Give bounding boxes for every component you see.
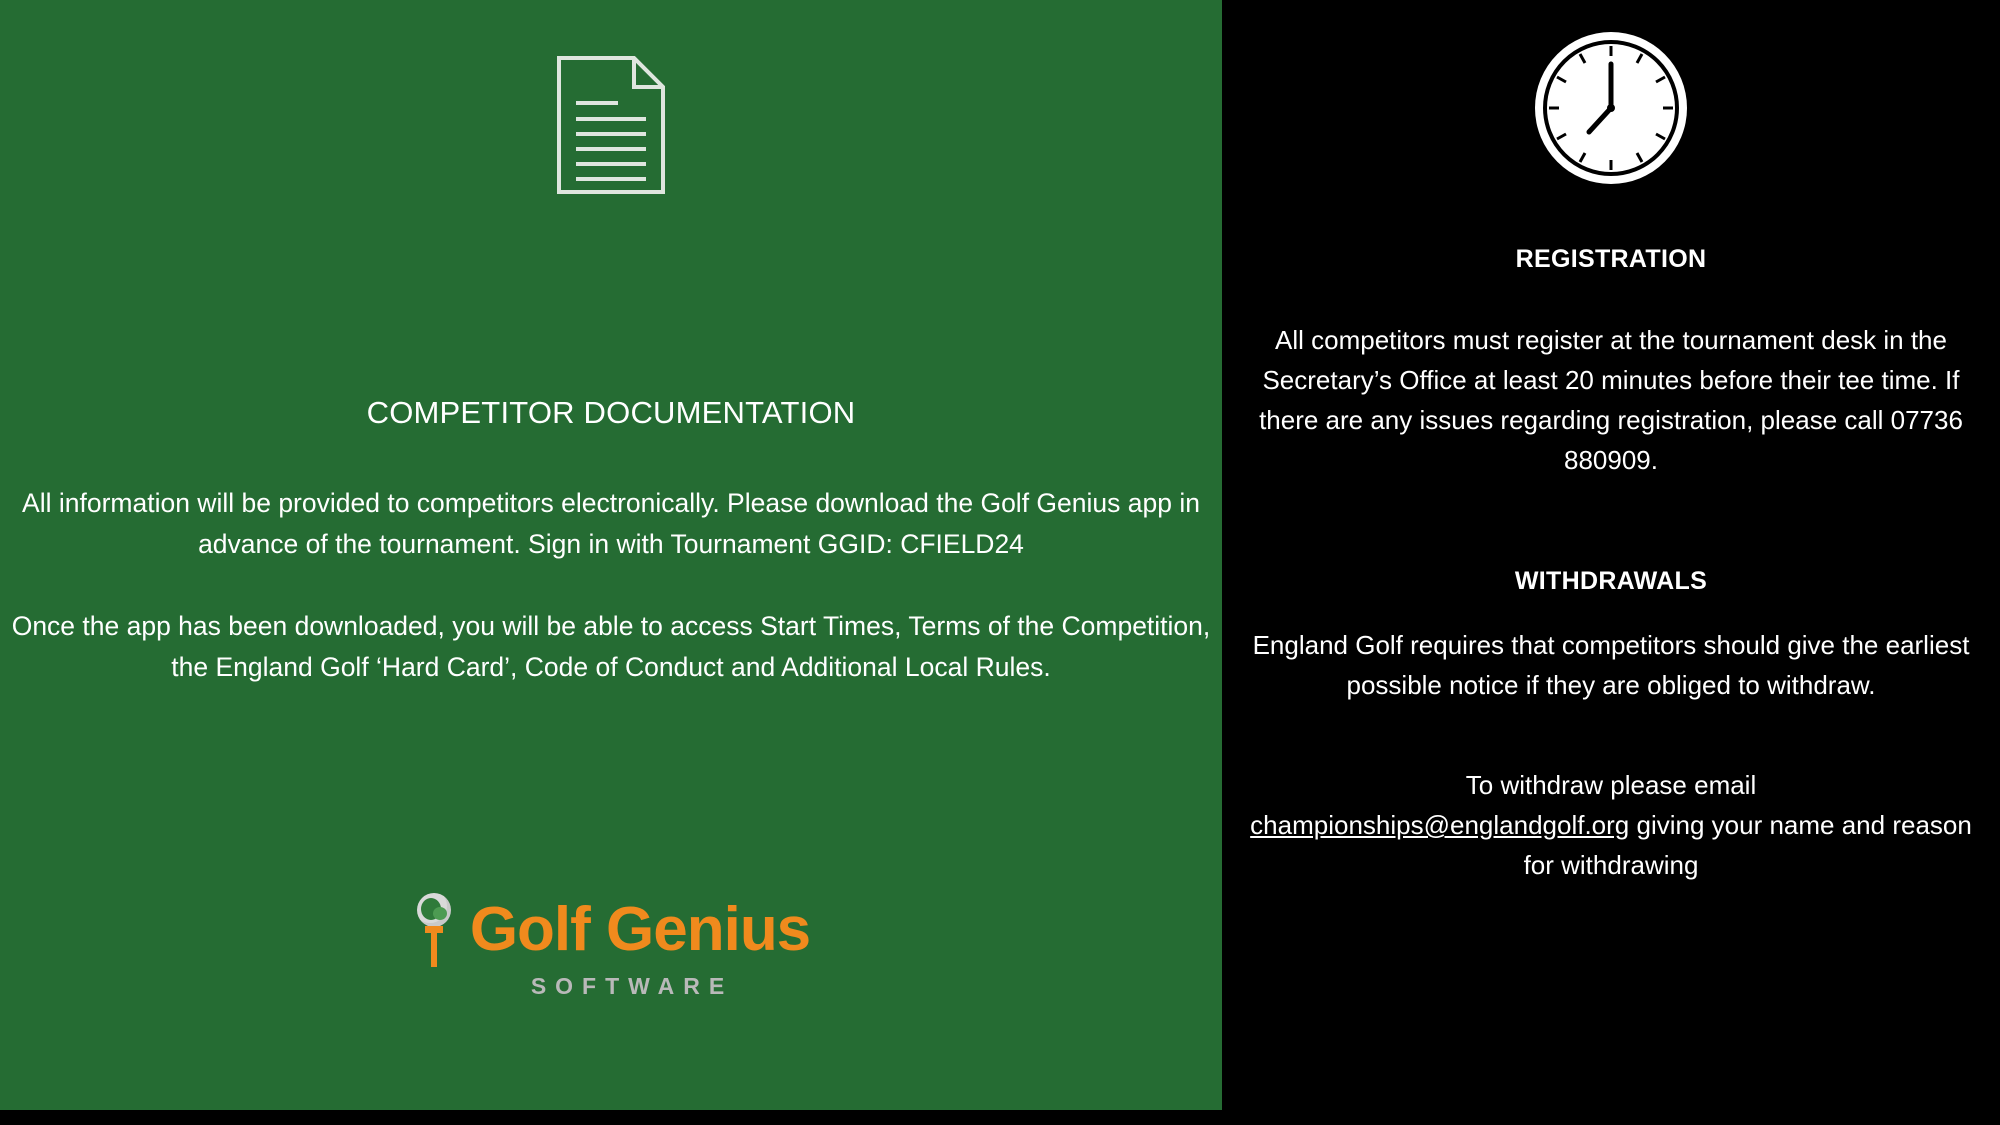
withdrawals-instruction-after: giving your name and reason for withdrawing	[1523, 810, 1972, 880]
withdrawals-title: WITHDRAWALS	[1514, 567, 1708, 595]
document-icon-container	[0, 55, 1222, 200]
logo-wordmark: Golf Genius	[469, 895, 811, 964]
golf-genius-logo	[0, 893, 1222, 1000]
clock-icon	[1531, 28, 1691, 193]
registration-text	[1222, 320, 2000, 480]
registration-title: REGISTRATION	[1515, 245, 1707, 273]
registration-paragraph: All competitors must register at the tournament desk in the Secretary’s Office at least 20 minutes before their tee time. If there are any issues regarding registration, please call 07736 880909.	[1259, 325, 1963, 475]
withdrawals-instruction-before: To withdraw please email	[1465, 770, 1757, 800]
left-paragraph-2: Once the app has been downloaded, you will be able to access Start Times, Terms of the Competition, the England Golf ‘Hard Card’, Code of Conduct and Additional Local Rules.	[11, 611, 1211, 682]
left-heading: COMPETITOR DOCUMENTATION	[366, 395, 856, 430]
championships-email-link[interactable]: championships@englandgolf.org	[1250, 810, 1630, 840]
golf-ball-on-tee-icon	[412, 893, 456, 967]
clock-icon-container	[1222, 28, 2000, 193]
left-body-text	[10, 483, 1212, 688]
logo-row	[412, 893, 810, 967]
logo-subtitle: SOFTWARE	[530, 973, 734, 999]
withdrawals-email-instruction	[1222, 765, 2000, 885]
left-paragraph-1: All information will be provided to competitors electronically. Please download the Golf Genius app in advance of the tournament. Sign in with Tournament GGID: CFIELD24	[22, 488, 1200, 559]
registration-withdrawals-panel	[1222, 0, 2000, 1125]
document-icon	[556, 55, 666, 200]
withdrawals-text	[1222, 625, 2000, 705]
withdrawals-paragraph: England Golf requires that competitors should give the earliest possible notice if they are obliged to withdraw.	[1252, 630, 1970, 700]
